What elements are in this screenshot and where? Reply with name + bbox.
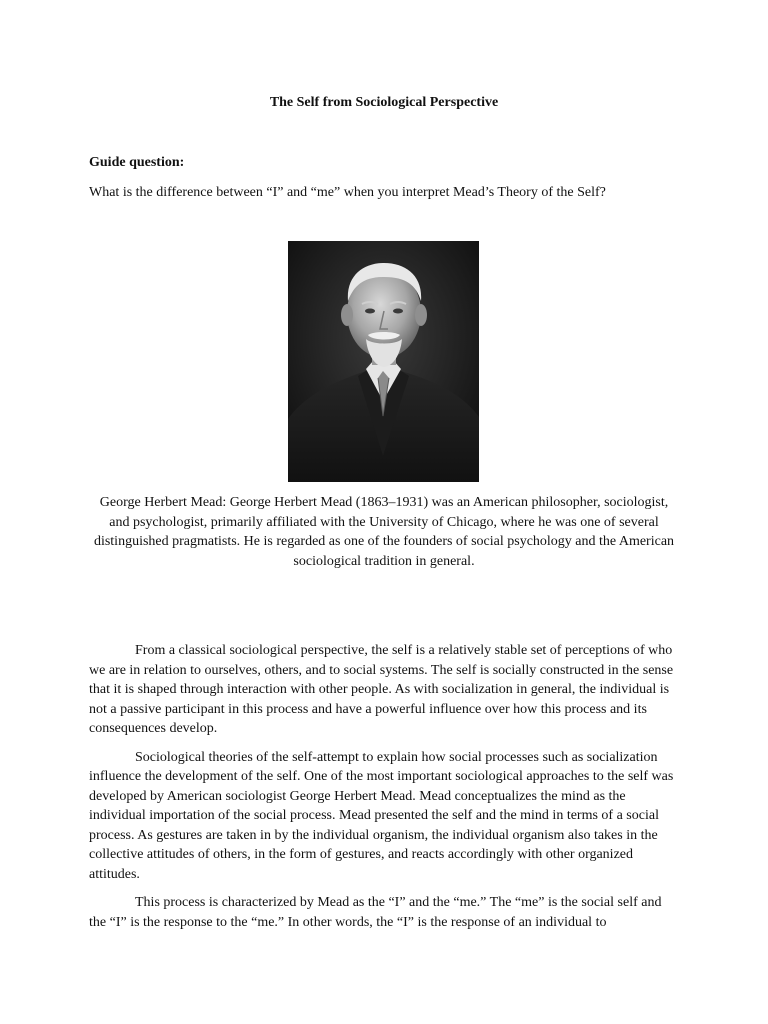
body-paragraph-2: Sociological theories of the self-attempt to explain how social processes such as socialization influence the development of the self. One of the most important sociological approaches to the self was developed by American sociologist George Herbert Mead. Mead conceptualizes the mind as the individual importation of the social process. Mead presented the self and the mind in terms of a social process. As gestures are taken in by the individual organism, the individual organism also takes in the collective attitudes of others, in the form of gestures, and reacts accordingly with other organized attitudes.	[89, 749, 674, 882]
portrait-illustration	[288, 241, 479, 482]
body-paragraph-1: From a classical sociological perspective, the self is a relatively stable set of perceptions of who we are in relation to ourselves, others, and to social systems. The self is socially constructed in the sense that it is shaped through interaction with other people. As with socialization in general, the individual is not a passive participant in this process and have a powerful influence over how this process and its consequences develop.	[89, 643, 674, 736]
body-paragraph-3: This process is characterized by Mead as the “I” and the “me.” The “me” is the social self and the “I” is the response to the “me.” In other words, the “I” is the response of an individual to	[89, 895, 662, 930]
portrait-photo-icon	[288, 241, 479, 482]
body-text	[89, 641, 679, 941]
portrait-caption: George Herbert Mead: George Herbert Mead (1863–1931) was an American philosopher, sociologist, and psychologist, primarily affiliated with the University of Chicago, where he was one of several distinguished pragmatists. He is regarded as one of the founders of social psychology and the American sociological tradition in general.	[93, 495, 675, 569]
guide-question-text: What is the difference between “I” and “me” when you interpret Mead’s Theory of the Self?	[89, 185, 606, 200]
document-title: The Self from Sociological Perspective	[269, 95, 499, 110]
guide-question-heading: Guide question:	[89, 155, 185, 170]
